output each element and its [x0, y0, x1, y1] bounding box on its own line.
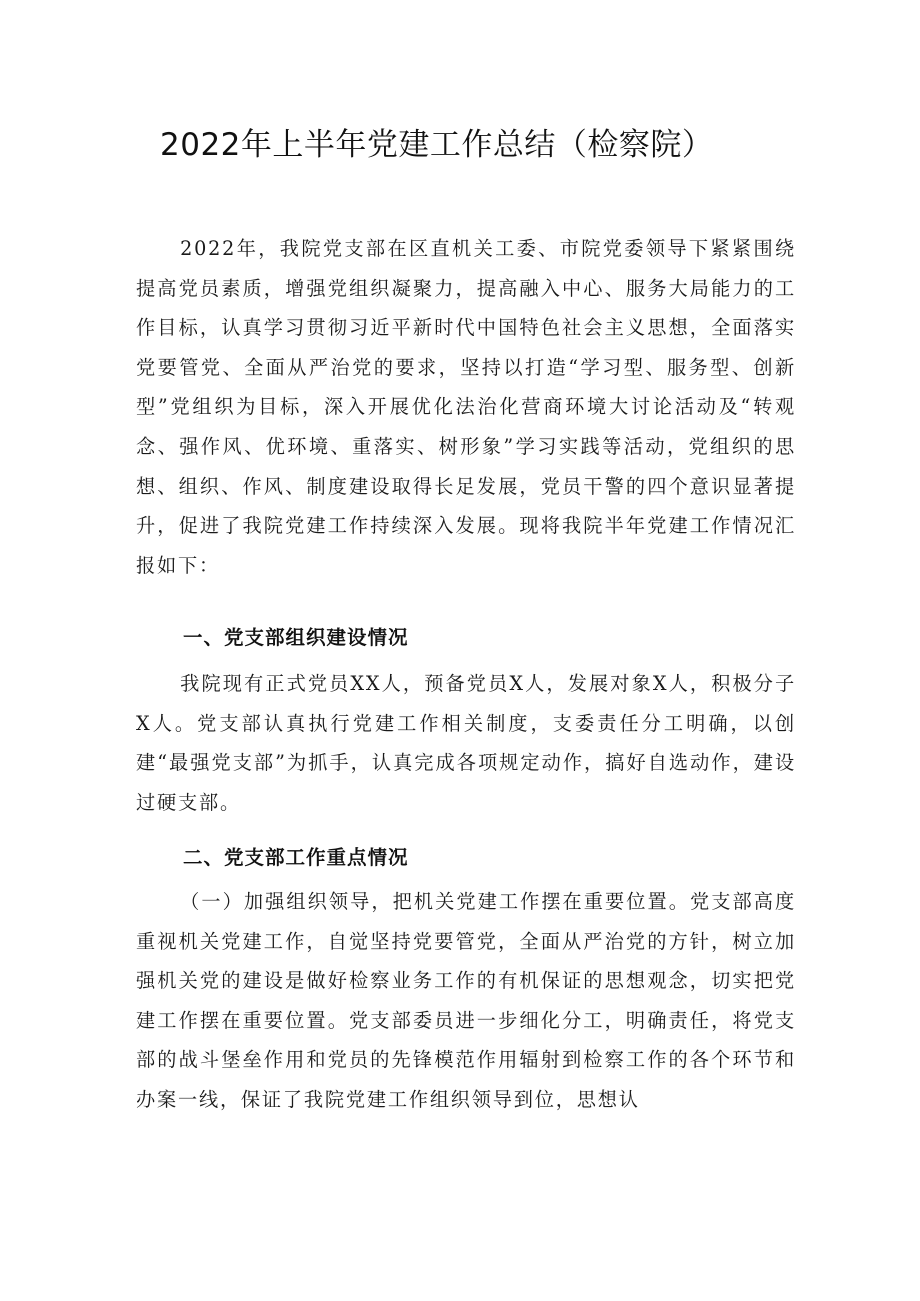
section-heading-org-building: 一、党支部组织建设情况	[183, 626, 409, 649]
intro-paragraph: 2022年，我院党支部在区直机关工委、市院党委领导下紧紧围绕提高党员素质，增强党组织凝聚力，提高融入中心、服务大局能力的工作目标，认真学习贯彻习近平新时代中国特色社会主义思想，全面落实党要管党、全面从严治党的要求，坚持以打造“学习型、服务型、创新型”党组织为目标，深入开展优化法治化营商环境大讨论活动及“转观念、强作风、优环境、重落实、树形象”学习实践等活动，党组织的思想、组织、作风、制度建设取得长足发展，党员干警的四个意识显著提升，促进了我院党建工作持续深入发展。现将我院半年党建工作情况汇报如下：	[136, 237, 796, 577]
document-title: 2022年上半年党建工作总结（检察院）	[160, 127, 714, 163]
section2-paragraph: （一）加强组织领导，把机关党建工作摆在重要位置。党支部高度重视机关党建工作，自觉坚持党要管党，全面从严治党的方针，树立加强机关党的建设是做好检察业务工作的有机保证的思想观念，切实把党建工作摆在重要位置。党支部委员进一步细化分工，明确责任，将党支部的战斗堡垒作用和党员的先锋模范作用辐射到检察工作的各个环节和办案一线，保证了我院党建工作组织领导到位，思想认	[136, 890, 796, 1111]
section-heading-key-work: 二、党支部工作重点情况	[183, 846, 409, 869]
section1-paragraph: 我院现有正式党员XX人，预备党员X人，发展对象X人，积极分子X人。党支部认真执行党建工作相关制度，支委责任分工明确，以创建“最强党支部”为抓手，认真完成各项规定动作，搞好自选动作，建设过硬支部。	[136, 672, 796, 814]
